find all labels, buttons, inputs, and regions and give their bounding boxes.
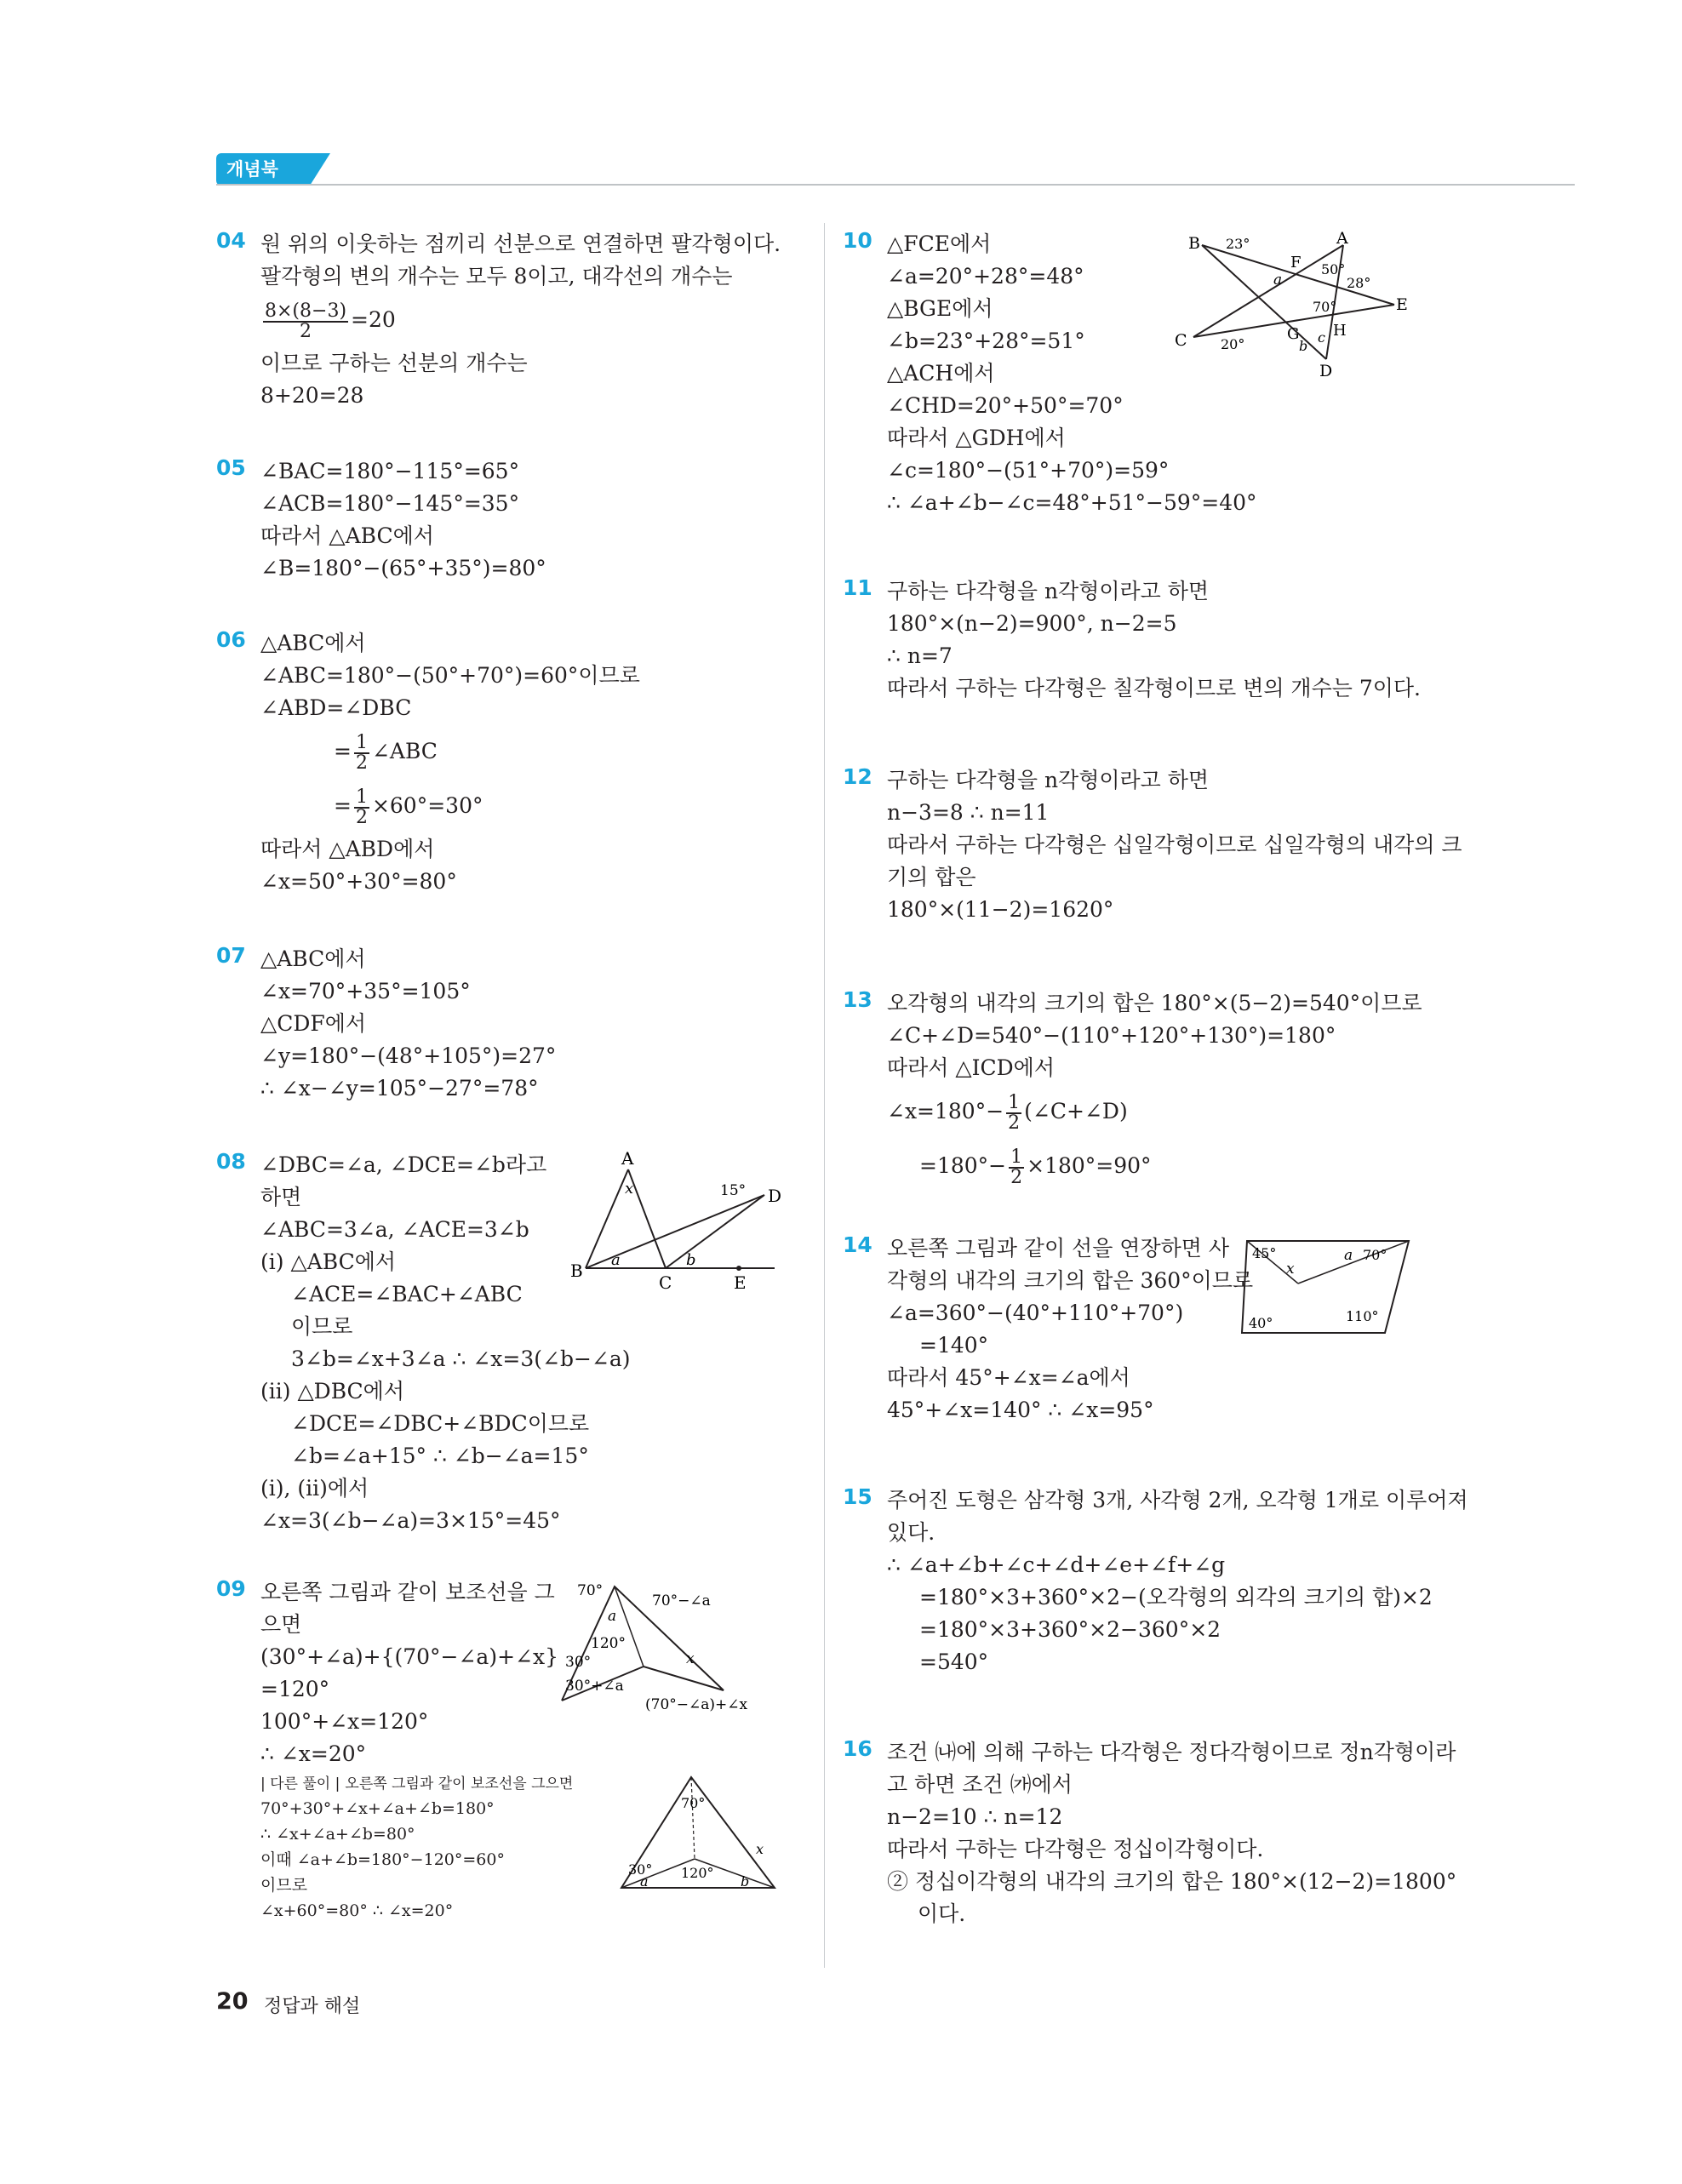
text-line: 따라서 구하는 다각형은 십일각형이므로 십일각형의 내각의 크 <box>887 832 1462 857</box>
label-30: 30° <box>565 1654 592 1671</box>
text-line: 기의 합은 <box>887 865 976 889</box>
problem-number: 13 <box>843 987 872 1012</box>
triangle-figure-08 <box>570 1149 792 1294</box>
label-x: x <box>1286 1261 1295 1278</box>
fraction <box>1006 1091 1021 1134</box>
label-D: D <box>1319 362 1333 380</box>
text-line: ∠c=180°−(51°+70°)=59° <box>887 458 1170 483</box>
fraction-result: =20 <box>351 307 396 332</box>
fraction <box>1009 1148 1024 1187</box>
text-line: 따라서 △ICD에서 <box>887 1055 1055 1080</box>
text-line: ∠b=23°+28°=51° <box>887 329 1085 353</box>
text-line: 이므로 <box>260 1876 308 1895</box>
label-23: 23° <box>1226 236 1250 252</box>
label-a: a <box>640 1873 649 1890</box>
fraction-line <box>260 724 640 779</box>
fraction-numerator: 1 <box>355 786 368 808</box>
label-15deg: 15° <box>720 1182 747 1199</box>
text-line: 오른쪽 그림과 같이 보조선을 그으면 <box>345 1775 574 1792</box>
expr-rest: ∠ABC <box>371 739 438 763</box>
text-line: 이므로 <box>291 1314 353 1339</box>
problem-number: 11 <box>843 575 872 600</box>
text-line: ∠a=360°−(40°+110°+70°) <box>887 1301 1184 1325</box>
problem-number: 06 <box>216 627 246 652</box>
label-F: F <box>1290 254 1302 272</box>
text-line: ∴ n=7 <box>887 643 953 668</box>
text-line: ∴ ∠a+∠b+∠c+∠d+∠e+∠f+∠g <box>887 1552 1226 1577</box>
text-line: △FCE에서 <box>887 232 992 256</box>
text-line: ∠x+60°=80° ∴ ∠x=20° <box>260 1901 454 1920</box>
text-line: ∠ABC=180°−(50°+70°)=60°이므로 <box>260 663 640 688</box>
fraction-denominator: 2 <box>300 320 312 342</box>
section-tab: 개념북 <box>216 153 310 186</box>
label-x: x <box>686 1650 695 1667</box>
text-line: 따라서 구하는 다각형은 칠각형이므로 변의 개수는 7이다. <box>887 676 1421 700</box>
text-line: ∴ ∠a+∠b−∠c=48°+51°−59°=40° <box>887 490 1257 515</box>
text-line: △ABC에서 <box>260 631 366 655</box>
text-line: △CDF에서 <box>260 1011 367 1036</box>
label-b: b <box>686 1251 696 1269</box>
text-line: 있다. <box>887 1520 935 1545</box>
text-line: ∠C+∠D=540°−(110°+120°+130°)=180° <box>887 1023 1336 1048</box>
text-line: (ⅱ) △DBC에서 <box>260 1379 404 1404</box>
text-line: 45°+∠x=140° ∴ ∠x=95° <box>887 1398 1154 1422</box>
text-line: ② 정십이각형의 내각의 크기의 합은 180°×(12−2)=1800° <box>887 1869 1457 1894</box>
label-120: 120° <box>591 1635 626 1652</box>
label-70: 70° <box>577 1582 604 1599</box>
text-line: 180°×(11−2)=1620° <box>887 897 1114 922</box>
label-E: E <box>1396 295 1408 314</box>
text-line: 따라서 45°+∠x=∠a에서 <box>887 1365 1130 1390</box>
fraction-numerator: 1 <box>355 731 368 753</box>
label-B: B <box>570 1261 583 1281</box>
text-line: ∴ ∠x=20° <box>260 1741 367 1766</box>
text-line: △ABC에서 <box>260 946 366 971</box>
problem-number: 14 <box>843 1232 872 1257</box>
label-a: a <box>608 1608 617 1625</box>
text-line: ∠ABD=∠DBC <box>260 695 412 720</box>
text-line: △ACH에서 <box>887 361 995 386</box>
eq-sign: = <box>334 739 352 763</box>
text-line: 하면 <box>260 1185 302 1209</box>
text-line: 따라서 △ABC에서 <box>260 523 434 548</box>
problem-number: 05 <box>216 455 246 480</box>
text-line: 이다. <box>918 1901 966 1926</box>
text-line: ∠b=∠a+15° ∴ ∠b−∠a=15° <box>291 1444 589 1468</box>
expr-rest: ×60°=30° <box>371 793 483 818</box>
text-line: 오른쪽 그림과 같이 보조선을 그 <box>260 1580 555 1604</box>
text-line: ∠ACB=180°−145°=35° <box>260 491 520 516</box>
text-line: 고 하면 조건 ㈎에서 <box>887 1772 1073 1797</box>
problem-number: 16 <box>843 1736 872 1761</box>
text-line: n−3=8 ∴ n=11 <box>887 800 1050 825</box>
text-line: ∠DCE=∠DBC+∠BDC이므로 <box>291 1411 590 1436</box>
fraction-numerator: 1 <box>1008 1091 1021 1113</box>
label-50: 50° <box>1321 261 1346 277</box>
label-70: 70° <box>681 1795 706 1811</box>
fraction-line <box>260 293 781 347</box>
label-70-minus-a: 70°−∠a <box>652 1592 711 1609</box>
text-line: ∠DBC=∠a, ∠DCE=∠b라고 <box>260 1152 547 1177</box>
label-x: x <box>756 1841 764 1857</box>
label-70: 70° <box>1313 299 1337 315</box>
text-line: ∴ ∠x+∠a+∠b=80° <box>260 1825 415 1844</box>
problem-number: 12 <box>843 764 872 789</box>
fraction-denominator: 2 <box>1008 1112 1021 1134</box>
dart-figure-09 <box>553 1573 800 1726</box>
fraction-numerator: 8×(8−3) <box>265 300 347 322</box>
label-30: 30° <box>628 1861 653 1878</box>
text-line: 따라서 △ABD에서 <box>260 837 435 861</box>
footer-title: 정답과 해설 <box>264 1996 361 2017</box>
text-line: 구하는 다각형을 n각형이라고 하면 <box>887 579 1210 603</box>
label-b: b <box>1299 338 1308 354</box>
text-line: ∠x=50°+30°=80° <box>260 869 457 894</box>
triangle-figure-09-alt <box>613 1770 792 1898</box>
label-B: B <box>1188 234 1200 253</box>
quadrilateral-figure-14 <box>1239 1232 1417 1343</box>
text-line: ∠BAC=180°−115°=65° <box>260 459 520 483</box>
label-120: 120° <box>681 1865 714 1881</box>
text-line: =540° <box>919 1649 989 1674</box>
alternate-solution <box>260 1770 573 1924</box>
label-28: 28° <box>1347 275 1371 291</box>
label-a: a <box>611 1251 621 1269</box>
alt-tag: | 다른 풀이 | <box>260 1775 340 1792</box>
text-line: ∠y=180°−(48°+105°)=27° <box>260 1043 557 1068</box>
text-line: (ⅰ) △ABC에서 <box>260 1249 396 1274</box>
text-line: 8+20=28 <box>260 383 364 408</box>
star-figure-10 <box>1166 226 1413 380</box>
fraction-line <box>260 779 640 833</box>
text-line: ∠CHD=20°+50°=70° <box>887 393 1124 418</box>
label-E: E <box>734 1272 747 1293</box>
problem-number: 10 <box>843 228 872 253</box>
expr-lhs: ∠x=180°− <box>887 1099 1004 1123</box>
label-A: A <box>621 1149 634 1169</box>
label-x: x <box>625 1180 634 1198</box>
text-line: 100°+∠x=120° <box>260 1709 429 1734</box>
label-110: 110° <box>1346 1308 1379 1324</box>
text-line: 조건 ㈏에 의해 구하는 다각형은 정다각형이므로 정n각형이라 <box>887 1740 1456 1764</box>
text-line: 70°+30°+∠x+∠a+∠b=180° <box>260 1799 495 1818</box>
label-G: G <box>1287 325 1300 343</box>
text-line: △BGE에서 <box>887 296 993 321</box>
fraction-line <box>887 1084 1422 1139</box>
fraction-denominator: 2 <box>355 752 368 774</box>
label-c: c <box>1318 329 1325 346</box>
label-70-minus-a-plus-x: (70°−∠a)+∠x <box>645 1696 748 1713</box>
label-20: 20° <box>1221 336 1245 352</box>
text-line: ∠x=70°+35°=105° <box>260 979 471 1003</box>
problem-number: 04 <box>216 228 246 253</box>
label-a: a <box>1273 272 1283 289</box>
label-70: 70° <box>1363 1247 1387 1263</box>
text-line: =120° <box>260 1677 330 1701</box>
text-line: 구하는 다각형을 n각형이라고 하면 <box>887 768 1210 792</box>
text-line: 오각형의 내각의 크기의 합은 180°×(5−2)=540°이므로 <box>887 991 1422 1015</box>
text-line: n−2=10 ∴ n=12 <box>887 1804 1063 1829</box>
text-line: 이때 ∠a+∠b=180°−120°=60° <box>260 1850 505 1869</box>
header-rule <box>216 184 1575 186</box>
text-line: 으면 <box>260 1612 302 1637</box>
text-line: ∠B=180°−(65°+35°)=80° <box>260 556 546 580</box>
label-C: C <box>1175 331 1187 350</box>
text-line: ∠x=3(∠b−∠a)=3×15°=45° <box>260 1508 561 1533</box>
text-line: =180°×3+360°×2−(오각형의 외각의 크기의 합)×2 <box>919 1585 1433 1609</box>
label-40: 40° <box>1249 1315 1273 1331</box>
expr-lhs: =180°− <box>919 1153 1007 1178</box>
label-a: a <box>1344 1247 1353 1264</box>
label-b: b <box>741 1873 750 1890</box>
label-45: 45° <box>1252 1245 1277 1261</box>
expr-rest: ×180°=90° <box>1027 1153 1152 1178</box>
label-H: H <box>1333 322 1347 340</box>
problem-number: 15 <box>843 1484 872 1509</box>
problem-number: 08 <box>216 1149 246 1174</box>
text-line: 오른쪽 그림과 같이 선을 연장하면 사 <box>887 1236 1229 1261</box>
fraction-line <box>887 1139 1422 1193</box>
text-line: (30°+∠a)+{(70°−∠a)+∠x} <box>260 1644 558 1669</box>
fraction-denominator: 2 <box>355 806 368 828</box>
fraction <box>354 788 369 827</box>
text-line: 3∠b=∠x+3∠a ∴ ∠x=3(∠b−∠a) <box>291 1346 631 1371</box>
text-line: 이므로 구하는 선분의 개수는 <box>260 351 528 375</box>
problem-number: 09 <box>216 1576 246 1601</box>
fraction-numerator: 1 <box>1010 1146 1023 1168</box>
text-line: ∴ ∠x−∠y=105°−27°=78° <box>260 1076 539 1101</box>
column-divider <box>824 223 825 1968</box>
text-line: 각형의 내각의 크기의 합은 360°이므로 <box>887 1268 1254 1293</box>
label-C: C <box>659 1272 672 1293</box>
label-D: D <box>768 1186 782 1206</box>
fraction <box>354 731 369 774</box>
text-line: 팔각형의 변의 개수는 모두 8이고, 대각선의 개수는 <box>260 264 733 289</box>
expr-rest: (∠C+∠D) <box>1024 1099 1128 1123</box>
text-line: 원 위의 이웃하는 점끼리 선분으로 연결하면 팔각형이다. <box>260 232 781 256</box>
text-line: ∠a=20°+28°=48° <box>887 264 1084 289</box>
text-line: 따라서 △GDH에서 <box>887 426 1066 450</box>
text-line: 180°×(n−2)=900°, n−2=5 <box>887 611 1177 636</box>
problem-number: 07 <box>216 943 246 968</box>
label-30-plus-a: 30°+∠a <box>565 1678 624 1695</box>
fraction-denominator: 2 <box>1010 1166 1023 1188</box>
text-line: =140° <box>919 1333 989 1358</box>
label-A: A <box>1336 229 1348 248</box>
text-line: =180°×3+360°×2−360°×2 <box>919 1617 1221 1642</box>
text-line: (ⅰ), (ⅱ)에서 <box>260 1476 369 1501</box>
text-line: ∠ACE=∠BAC+∠ABC <box>291 1282 523 1306</box>
fraction <box>263 302 348 341</box>
text-line: ∠ABC=3∠a, ∠ACE=3∠b <box>260 1217 529 1242</box>
section-tab-tail <box>310 153 330 186</box>
text-line: 따라서 구하는 다각형은 정십이각형이다. <box>887 1837 1264 1861</box>
text-line: 주어진 도형은 삼각형 3개, 사각형 2개, 오각형 1개로 이루어져 <box>887 1488 1468 1512</box>
page-number: 20 <box>216 1988 249 2015</box>
eq-sign: = <box>334 793 352 818</box>
